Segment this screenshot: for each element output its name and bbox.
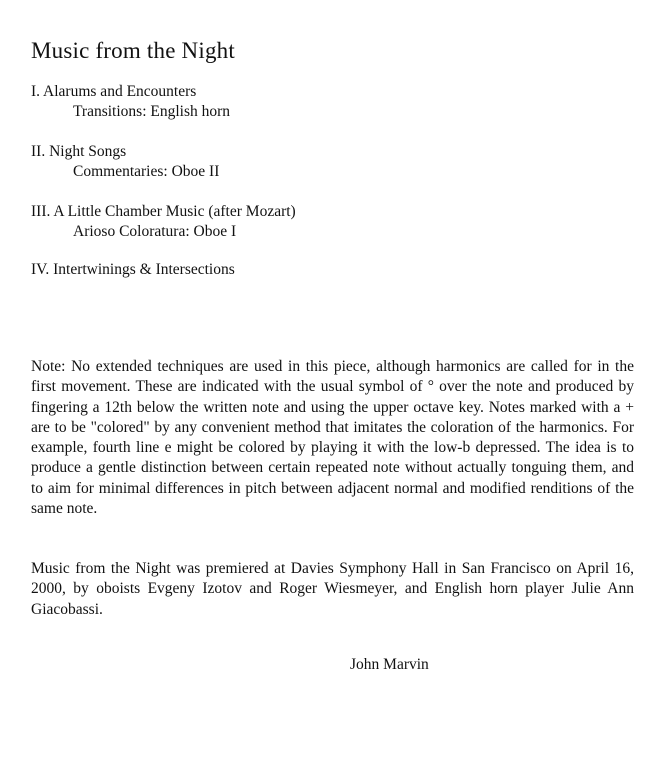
movement-1-subtitle: Transitions: English horn bbox=[73, 103, 231, 120]
movement-4 bbox=[31, 260, 235, 280]
composer-signature: John Marvin bbox=[350, 656, 429, 673]
movement-3-subtitle: Arioso Coloratura: Oboe I bbox=[73, 223, 237, 240]
movement-4-title: IV. Intertwinings & Intersections bbox=[31, 261, 235, 278]
performance-note: Note: No extended techniques are used in this piece, although harmonics are called for in the first movement. These are indicated with the usual symbol of ° over the note and produced by fingering a 12th below the written note and using the upper octave key. Notes marked with a + are to be "colored" by any convenient method that imitates the coloration of the harmonics. For example, fourth line e might be colored by playing it with the low-b depressed. The idea is to produce a gentle distinction between certain repeated note without actually tonguing them, and to aim for minimal differences in pitch between adjacent normal and modified renditions of the same note. bbox=[31, 358, 634, 518]
page-title: Music from the Night bbox=[31, 38, 235, 63]
movement-2 bbox=[31, 142, 219, 182]
movement-2-subtitle: Commentaries: Oboe II bbox=[73, 163, 220, 180]
movement-1-title: I. Alarums and Encounters bbox=[31, 83, 197, 100]
movement-1 bbox=[31, 82, 230, 122]
premiere-note: Music from the Night was premiered at Davies Symphony Hall in San Francisco on April 16, 2000, by oboists Evgeny Izotov and Roger Wiesmeyer, and English horn player Julie Ann Giacobassi. bbox=[31, 560, 634, 618]
movement-2-title: II. Night Songs bbox=[31, 143, 127, 160]
movement-3 bbox=[31, 202, 296, 242]
movement-3-title: III. A Little Chamber Music (after Mozart) bbox=[31, 203, 296, 220]
